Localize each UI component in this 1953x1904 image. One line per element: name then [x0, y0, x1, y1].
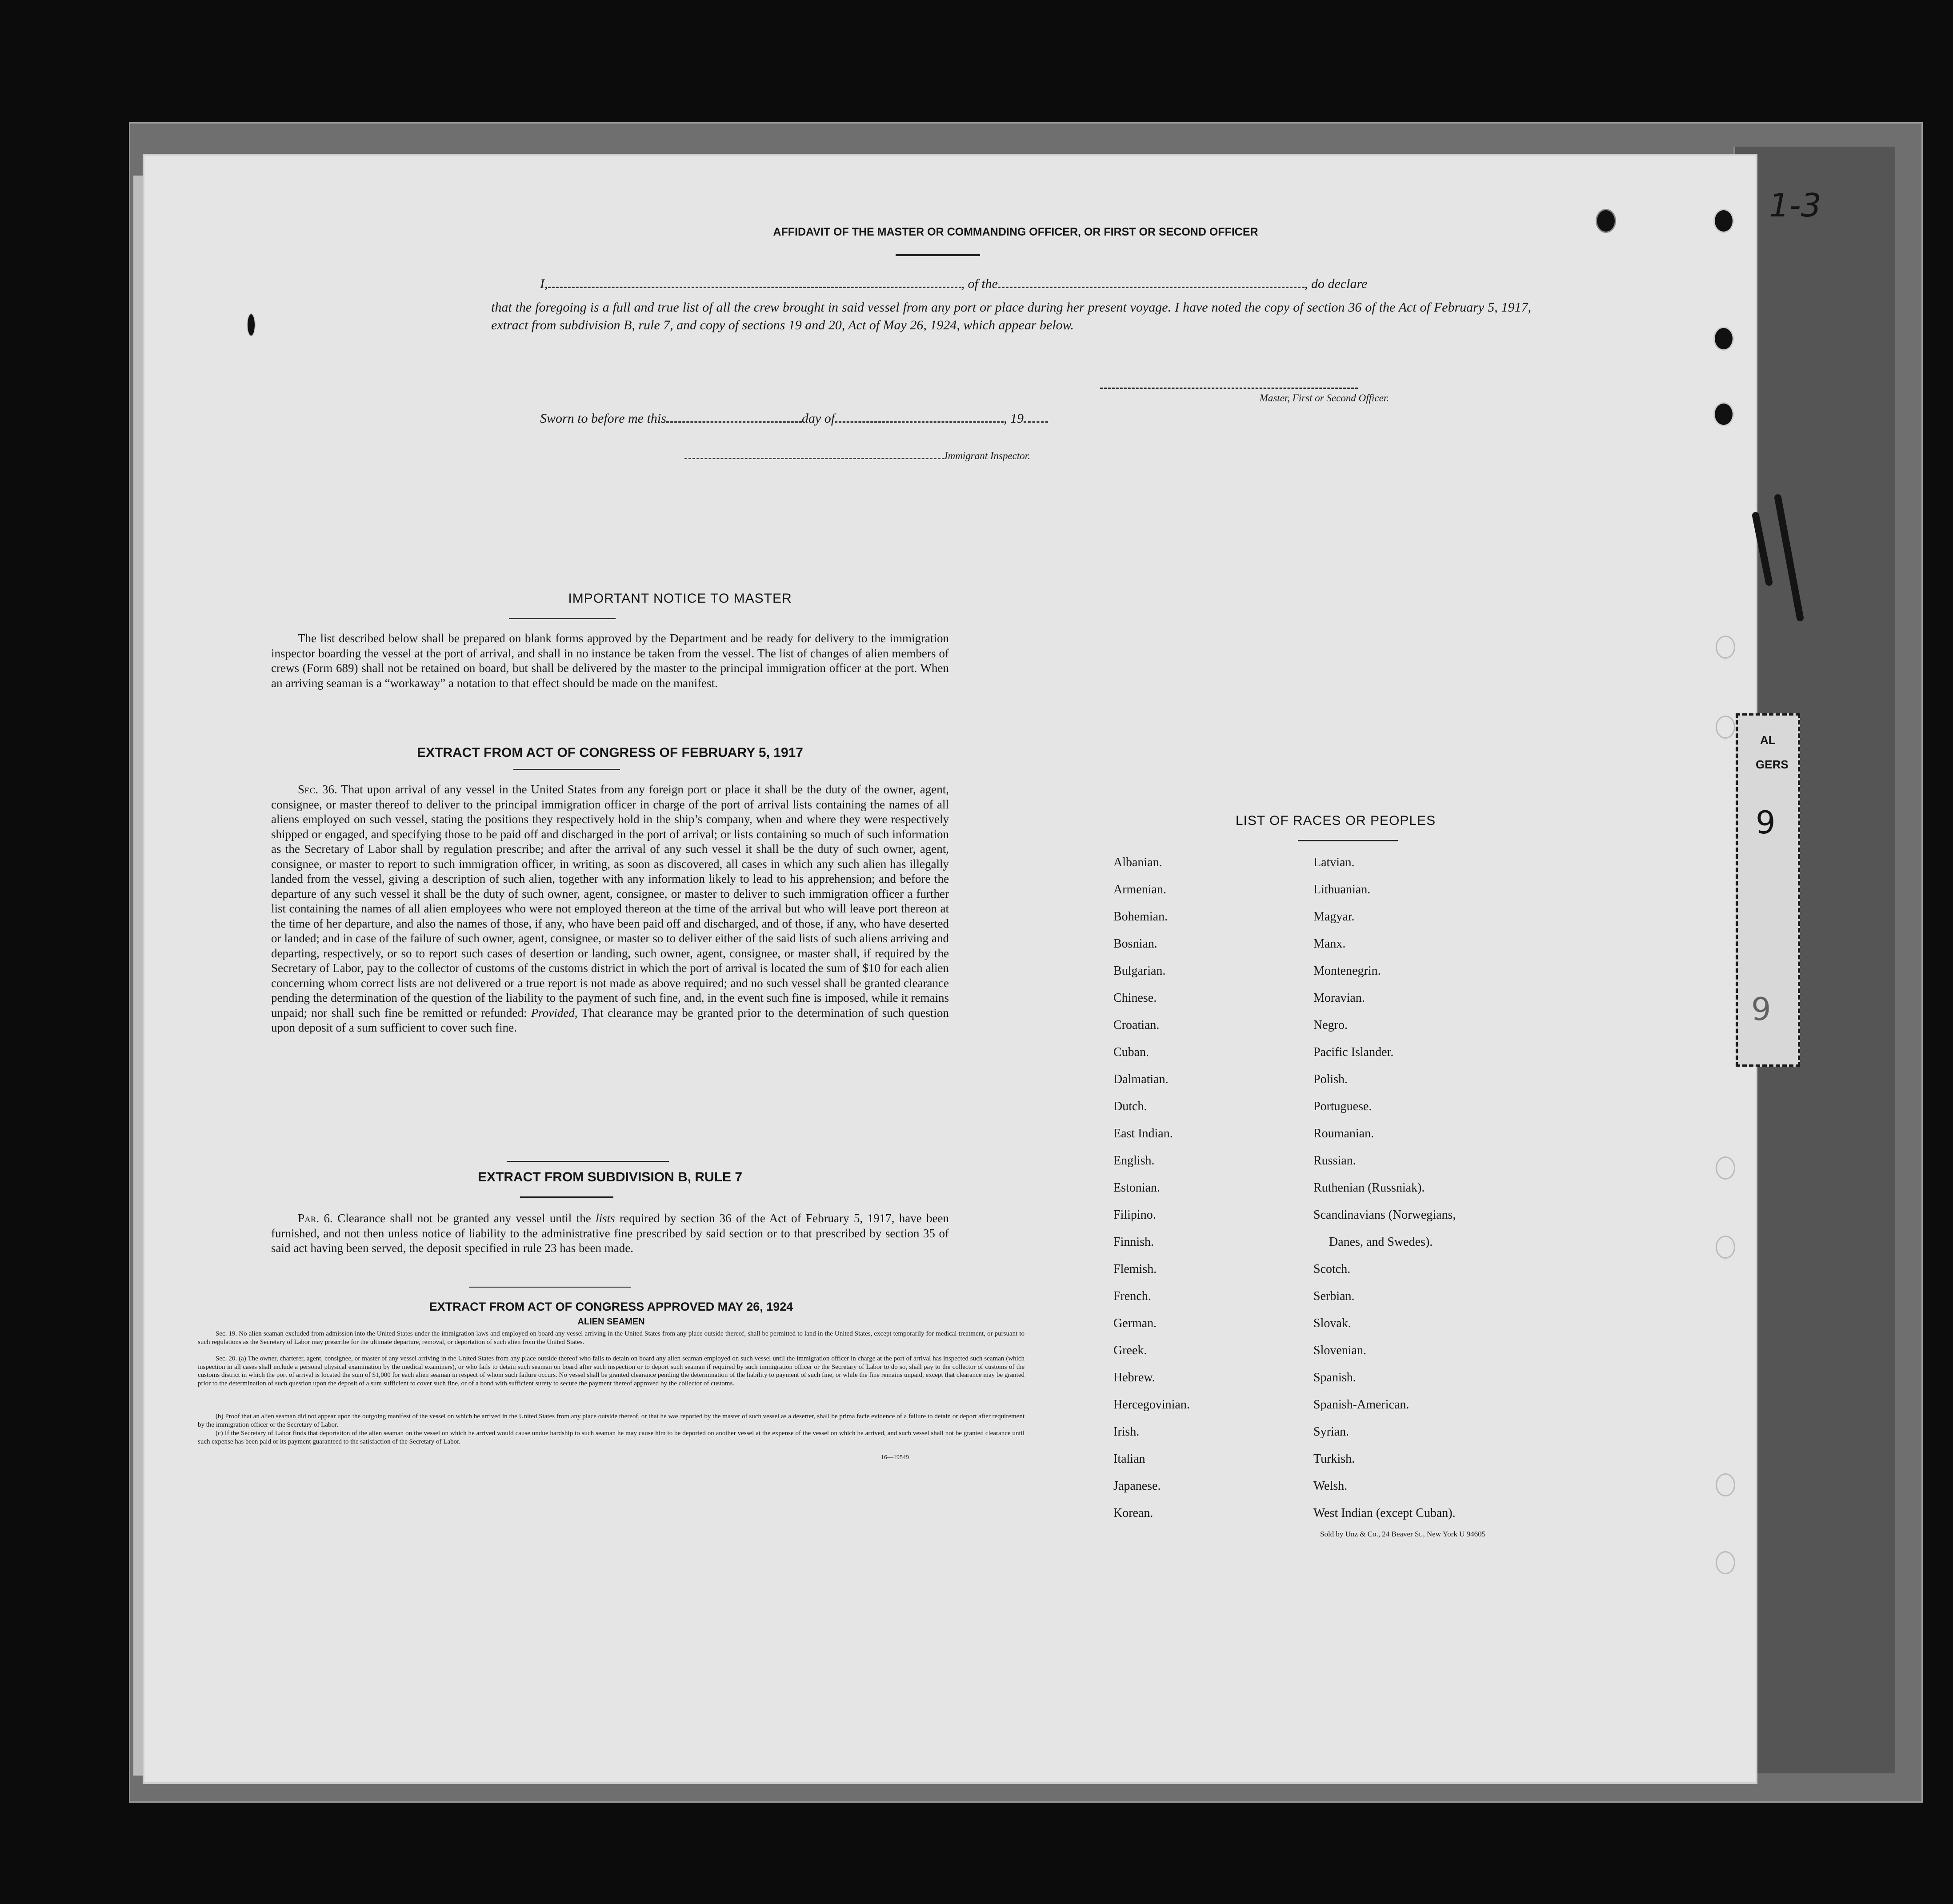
- race-item: Manx.: [1313, 937, 1346, 951]
- rule-7-rule: [520, 1196, 613, 1198]
- races-title: LIST OF RACES OR PEOPLES: [1235, 813, 1436, 828]
- notice-title: IMPORTANT NOTICE TO MASTER: [568, 591, 792, 606]
- section-36-text-end: That clearance may be granted prior to the determination of such question upon deposit of a sum sufficient to cover such fine.: [271, 1006, 949, 1034]
- race-item: German.: [1113, 1316, 1157, 1330]
- extract-1917-rule: [513, 769, 620, 770]
- officer-signature-field[interactable]: [1100, 388, 1358, 389]
- race-item: Albanian.: [1113, 856, 1162, 869]
- race-item: Italian: [1113, 1452, 1145, 1466]
- extract-1917-end-rule: [507, 1161, 669, 1162]
- punch-hole-top-left: [1596, 209, 1616, 233]
- race-item: Finnish.: [1113, 1235, 1154, 1249]
- race-item: Slovak.: [1313, 1316, 1351, 1330]
- vessel-name-field[interactable]: [998, 287, 1305, 288]
- race-item: Irish.: [1113, 1425, 1140, 1439]
- declarant-name-field[interactable]: [548, 287, 961, 288]
- punch-hole-5: [1716, 716, 1735, 739]
- race-item: Latvian.: [1313, 856, 1355, 869]
- affidavit-title-rule: [896, 254, 980, 256]
- race-item: Portuguese.: [1313, 1100, 1372, 1113]
- punch-hole-4: [1716, 636, 1735, 659]
- sworn-month-field[interactable]: [835, 421, 1004, 423]
- race-item: Spanish.: [1313, 1371, 1356, 1384]
- printer-credit: Sold by Unz & Co., 24 Beaver St., New York U 94605: [1320, 1530, 1486, 1538]
- race-item: Negro.: [1313, 1018, 1348, 1032]
- race-item: Magyar.: [1313, 910, 1355, 924]
- sworn-year-field[interactable]: [1024, 421, 1048, 423]
- race-item: Ruthenian (Russniak).: [1313, 1181, 1425, 1195]
- punch-hole-6: [1716, 1156, 1735, 1180]
- paragraph-6-text-a: Clearance shall not be granted any vessel until the: [337, 1212, 591, 1225]
- rule-7-title: EXTRACT FROM SUBDIVISION B, RULE 7: [477, 1170, 743, 1184]
- section-36-label: Sec. 36.: [298, 783, 337, 796]
- race-item: Slovenian.: [1313, 1344, 1366, 1357]
- notice-body: The list described below shall be prepared on blank forms approved by the Department and be ready for delivery to the immigration inspector boarding the vessel at the port of arrival, and shall in no instance be taken from the vessel. The list of changes of alien members of crews (Form 689) shall not be retained on board, but shall be delivered by the master to the principal immigration officer at the port. When an arriving seaman is a “workaway” a notation to that effect should be made on the manifest.: [271, 632, 949, 690]
- race-item: Serbian.: [1313, 1289, 1355, 1303]
- race-item: Hercegovinian.: [1113, 1398, 1190, 1412]
- race-item: Scandinavians (Norwegians,: [1313, 1208, 1456, 1222]
- race-item: West Indian (except Cuban).: [1313, 1506, 1456, 1520]
- inspector-line: [684, 450, 1218, 462]
- provided-word: Provided,: [531, 1006, 578, 1020]
- section-20a-text: Sec. 20. (a) The owner, charterer, agent, consignee, or master of any vessel arriving in the United States from any place outside thereof who fails to detain on board any alien seaman employed on such vessel until the immigration officer in charge at the port of arrival has inspected such seaman (which inspection in all cases shall include a personal physical examination by the medical examiners), or who fails to detain such seaman on board after such inspection or to deport such seaman if required by such immigration officer or the Secretary of Labor to do so, shall pay to the collector of customs of the customs district in which the port of arrival is located the sum of $1,000 for each alien seaman in respect of whom such failure occurs. No vessel shall be granted clearance pending the determination of the liability to payment of such fine, or while the fine remains unpaid, except that clearance may be granted prior to the determination of such question upon the deposit of a sum sufficient to cover such fine, or of a bond with sufficient surety to secure the payment thereof approved by the collector of customs.: [198, 1355, 1025, 1387]
- race-item: Greek.: [1113, 1344, 1147, 1357]
- race-item: Russian.: [1313, 1154, 1356, 1168]
- race-item: Montenegrin.: [1313, 964, 1381, 978]
- punch-hole-8: [1716, 1473, 1735, 1496]
- sworn-line: [540, 411, 1296, 426]
- punch-hole-left-edge: [247, 313, 256, 336]
- race-item: Filipino.: [1113, 1208, 1156, 1222]
- stamp-text-a: AL: [1760, 733, 1776, 747]
- document-page: [144, 156, 1756, 1782]
- race-item: Flemish.: [1113, 1262, 1157, 1276]
- stamp-handwritten-digit-2: 9: [1751, 991, 1771, 1028]
- race-item: Welsh.: [1313, 1479, 1348, 1493]
- form-number: 16—19549: [881, 1454, 909, 1461]
- races-title-rule: [1298, 840, 1398, 841]
- section-20b-text: (b) Proof that an alien seaman did not appear upon the outgoing manifest of the vessel on which he arrived in the United States from any place outside thereof, or that he was reported by the master of such vessel as a deserter, shall be prima facie evidence of a failure to detain or deport after requirement by the immigration officer or the Secretary of Labor.: [198, 1413, 1025, 1428]
- punch-hole-9: [1716, 1551, 1735, 1574]
- race-item: Bulgarian.: [1113, 964, 1166, 978]
- race-item: Hebrew.: [1113, 1371, 1155, 1384]
- sworn-date-field[interactable]: [666, 421, 802, 423]
- race-item: English.: [1113, 1154, 1155, 1168]
- race-item: Lithuanian.: [1313, 883, 1371, 896]
- notice-title-rule: [509, 618, 616, 619]
- section-20c-text: (c) If the Secretary of Labor finds that deportation of the alien seaman on the vessel on which he arrived would cause undue hardship to such seaman he may cause him to be deported on another vessel at the expense of the vessel on which he arrived, and such vessel shall not be granted clearance until such expense has been paid or its payment guaranteed to the satisfaction of the Secretary of Labor.: [198, 1430, 1025, 1445]
- race-item: Dutch.: [1113, 1100, 1147, 1113]
- extract-1924-subtitle: ALIEN SEAMEN: [577, 1317, 645, 1327]
- race-item: Cuban.: [1113, 1045, 1149, 1059]
- rule-7-end-rule: [469, 1287, 631, 1288]
- race-item: French.: [1113, 1289, 1151, 1303]
- race-item: Danes, and Swedes).: [1329, 1235, 1433, 1249]
- race-item: Roumanian.: [1313, 1127, 1374, 1140]
- extract-1917-title: EXTRACT FROM ACT OF CONGRESS OF FEBRUARY 5, 1917: [417, 745, 803, 760]
- vessel-label: , of the: [961, 276, 998, 291]
- race-item: Pacific Islander.: [1313, 1045, 1394, 1059]
- inspector-label: Immigrant Inspector.: [944, 450, 1030, 461]
- punch-hole-2: [1713, 327, 1734, 351]
- handwritten-check-mark: [1747, 489, 1818, 622]
- race-item: Syrian.: [1313, 1425, 1349, 1439]
- section-19-text: Sec. 19. No alien seaman excluded from admission into the United States under the immigration laws and employed on board any vessel arriving in the United States from any place outside thereof, shall be permitted to land in the United States, except temporarily for medical treatment, or pursuant to such regulations as the Secretary of Labor may prescribe for the ultimate departure, removal, or deportation of such alien from the United States.: [198, 1330, 1025, 1346]
- sworn-label: Sworn to before me this: [540, 411, 666, 426]
- race-item: Polish.: [1313, 1072, 1348, 1086]
- affidavit-body: that the foregoing is a full and true list of all the crew brought in said vessel from any port or place during her present voyage. I have noted the copy of section 36 of the Act of February 5, 1917, extract from subdivision B, rule 7, and copy of sections 19 and 20, Act of May 26, 1924, which appear below.: [491, 300, 1531, 332]
- declarant-label: I,: [540, 276, 548, 291]
- race-item: Spanish-American.: [1313, 1398, 1409, 1412]
- inspector-signature-field[interactable]: [684, 458, 944, 459]
- race-item: Estonian.: [1113, 1181, 1160, 1195]
- race-item: Japanese.: [1113, 1479, 1161, 1493]
- stamp-handwritten-digit: 9: [1756, 804, 1776, 841]
- race-item: Croatian.: [1113, 1018, 1160, 1032]
- day-of-label: day of: [801, 411, 835, 426]
- race-item: Armenian.: [1113, 883, 1166, 896]
- race-item: Scotch.: [1313, 1262, 1351, 1276]
- race-item: Dalmatian.: [1113, 1072, 1169, 1086]
- affidavit-title: AFFIDAVIT OF THE MASTER OR COMMANDING OFFICER, OR FIRST OR SECOND OFFICER: [773, 226, 1258, 238]
- officer-signature-label: Master, First or Second Officer.: [1259, 392, 1389, 404]
- bleed-through-text: [1407, 196, 1412, 216]
- extract-1917-body: [271, 782, 949, 1036]
- year-label: , 19: [1004, 411, 1024, 426]
- race-item: Bosnian.: [1113, 937, 1157, 951]
- stamp-text-b: GERS: [1756, 758, 1789, 771]
- race-item: Turkish.: [1313, 1452, 1355, 1466]
- stamp-box: [1736, 713, 1800, 1067]
- race-item: East Indian.: [1113, 1127, 1173, 1140]
- declare-label: , do declare: [1305, 276, 1368, 291]
- race-item: Chinese.: [1113, 991, 1157, 1005]
- rule-7-body: [271, 1211, 949, 1256]
- punch-hole-top-right: [1713, 209, 1734, 233]
- punch-hole-3: [1713, 402, 1734, 426]
- extract-1924-title: EXTRACT FROM ACT OF CONGRESS APPROVED MAY 26, 1924: [429, 1300, 793, 1313]
- punch-hole-7: [1716, 1236, 1735, 1259]
- section-36-text: That upon arrival of any vessel in the United States from any foreign port or place it shall be the duty of the owner, agent, consignee, or master thereof to deliver to the principal immigration officer in charge of the port of arrival lists containing the names of all aliens employed on such vessel, stating the positions they respectively hold in the ship’s company, when and where they were respectively shipped or engaged, and specifying those to be paid off and discharged in the port of arrival; or lists containing so much of such information as the Secretary of Labor shall by regulation prescribe; and after the arrival of any such vessel it shall be the duty of such owner, agent, consignee, or master to report to such immigration officer, in writing, as soon as discovered, all cases in which any such alien has illegally landed from the vessel, giving a description of such alien, together with any information likely to lead to his apprehension; and before the departure of any such vessel it shall be the duty of such owner, agent, consignee, or master to deliver to such immigration officer a further list containing the names of all alien employees who were not employed thereon at the time of the arrival but who will leave port thereon at the time of her departure, and also the names of those, if any, who have been paid off and discharged, and of those, if any, who have deserted or landed; and in case of the failure of such owner, agent, consignee, or master so to deliver either of the said lists of such aliens arriving and departing, respectively, or so to report such cases of desertion or landing, such owner, agent, consignee, or master shall, if required by the Secretary of Labor, pay to the collector of customs of the customs district in which the port of arrival is located the sum of $10 for each alien concerning whom correct lists are not delivered or a true report is not made as above required; and no such vessel shall be granted clearance pending the determination of the question of the liability to the payment of such fine, and, in the event such fine is imposed, while it remains unpaid; nor shall such fine be remitted or refunded:: [271, 783, 949, 1020]
- affidavit-declaration-line: [540, 276, 1531, 292]
- check-mark-icon: [1747, 489, 1818, 622]
- lists-word: lists: [596, 1212, 615, 1225]
- paragraph-6-label: Par. 6.: [298, 1212, 333, 1225]
- race-item: Moravian.: [1313, 991, 1365, 1005]
- handwritten-corner-number: 1-3: [1769, 187, 1821, 224]
- race-item: Korean.: [1113, 1506, 1153, 1520]
- race-item: Bohemian.: [1113, 910, 1168, 924]
- paragraph-6-text-b: required by section 36 of the Act of February 5, 1917, have been furnished, and not then unless notice of liability to the administrative fine prescribed by said section or to that prescribed by section 35 of said act having been served, the deposit specified in rule 23 has been made.: [271, 1212, 949, 1255]
